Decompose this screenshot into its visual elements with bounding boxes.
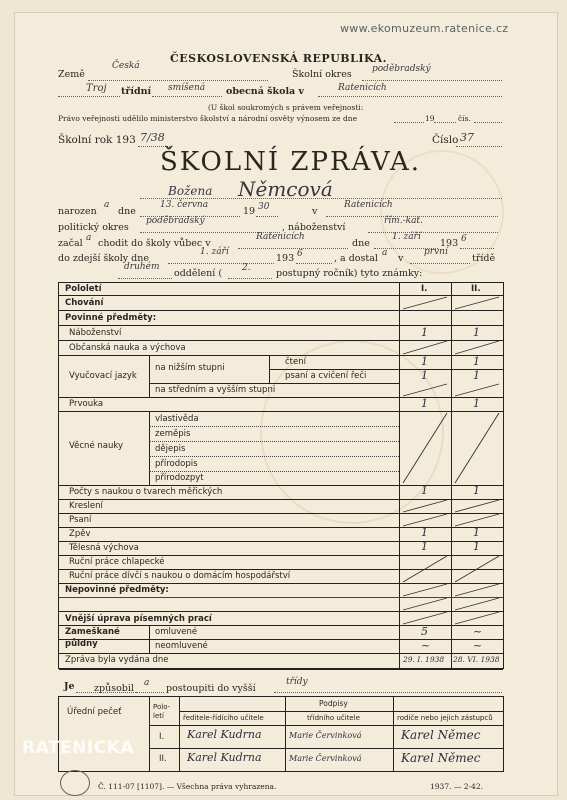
signature-rodic-i: Karel Němec — [401, 728, 481, 742]
zpusobil-suffix: a — [144, 678, 150, 688]
class-line — [410, 263, 470, 264]
grade-omluvene-i: 5 — [421, 625, 428, 638]
politicky-label: politický okres — [58, 222, 129, 233]
source-url[interactable]: www.ekomuzeum.ratenice.cz — [340, 22, 509, 35]
grades-table — [58, 282, 504, 669]
reditel-label: ředitele-řídícího učitele — [183, 714, 264, 722]
grade-omluvene-ii: ~ — [473, 625, 483, 638]
print-info: 1937. — 2-42. — [430, 782, 483, 791]
narozen-suffix: a — [104, 200, 110, 210]
pololeti-header: Pololetí — [65, 284, 102, 294]
omluvene-label: omluvené — [155, 627, 198, 637]
grade-prvouka-i: 1 — [421, 397, 428, 410]
private-year: 19 — [425, 114, 435, 123]
birth-date: 13. června — [160, 200, 209, 210]
row-ii-label: II. — [159, 754, 167, 764]
grade-telesna-i: 1 — [421, 540, 428, 553]
tridni-ucitel-label: třídního učitele — [307, 714, 360, 722]
zdejsi-date: 1. září — [200, 247, 229, 257]
zameskane-label: Zameškané — [65, 627, 120, 637]
private-cislo: čís. — [458, 114, 471, 123]
rocnik-value: 2. — [242, 263, 251, 273]
v-label: v — [312, 206, 318, 217]
vyucovaci-subject: Vyučovací jazyk — [69, 371, 137, 381]
nabozenstvi-subject: Náboženství — [69, 328, 122, 338]
col-ii-header: II. — [471, 284, 481, 294]
telesna-subject: Tělesná výchova — [69, 543, 139, 553]
grade-psani-ii: 1 — [473, 369, 480, 382]
nabozenstvi-value: řím.-kat. — [384, 216, 423, 226]
dostal-label: , a dostal — [334, 253, 378, 264]
neomluvene-label: neomluvené — [155, 641, 208, 651]
smisena-line — [152, 96, 222, 97]
je-label: Je — [64, 681, 75, 692]
nabozenstvi-line — [368, 232, 498, 233]
birth-year-line — [256, 216, 278, 217]
cislo-value: 37 — [460, 131, 474, 144]
kresleni-subject: Kreslení — [69, 501, 103, 511]
smisena-value: smíšená — [168, 83, 206, 93]
dejepis-subject: dějepis — [155, 444, 186, 454]
zdejsi-year-line — [296, 263, 332, 264]
zdejsi-label: do zdejší školy dne — [58, 253, 150, 264]
tridni-value: Troj — [86, 83, 107, 94]
zdejsi-year-prefix: 193 — [276, 253, 295, 264]
grade-zpev-i: 1 — [421, 526, 428, 539]
povinne-label: Povinné předměty: — [65, 313, 157, 323]
zpusobil-suffix-line — [136, 692, 164, 693]
start-year-line — [460, 248, 494, 249]
rodice-label: rodiče nebo jejich zástupců — [397, 714, 493, 722]
rucni-chl-subject: Ruční práce chlapecké — [69, 557, 165, 567]
private-year-line — [434, 122, 456, 123]
grade-strike-lines — [399, 283, 503, 669]
emblem-icon — [60, 770, 90, 796]
oddeleni-label: oddělení ( — [174, 268, 223, 279]
school-place-line — [238, 248, 348, 249]
rocnik-line — [228, 278, 272, 279]
cislo-line — [456, 146, 502, 147]
prirodopis-subject: přírodopis — [155, 459, 198, 469]
strednim-stupni: na středním a vyšším stupni — [155, 385, 276, 395]
obec-value: Ratenicích — [338, 83, 387, 93]
grade-vydana-ii: 28. VI. 1938 — [453, 655, 500, 664]
grade-telesna-ii: 1 — [473, 540, 480, 553]
zdejsi-date-line — [168, 263, 274, 264]
signature-ucitel-i: Marie Červinková — [289, 731, 362, 740]
zemepis-subject: zeměpis — [155, 429, 191, 439]
pololeti-col-label: Polo- letí — [153, 703, 171, 720]
grade-prvouka-ii: 1 — [473, 397, 480, 410]
dne-label: dne — [118, 206, 136, 217]
postoupiti-label: postoupiti do vyšší — [166, 683, 256, 694]
zacal-label: začal — [58, 238, 83, 249]
psani-subject: Psaní — [69, 515, 92, 525]
vecne-nauky-subject: Věcné nauky — [69, 441, 124, 451]
zdejsi-year: 6 — [297, 249, 303, 259]
prirodozpyt-subject: přírodozpyt — [155, 473, 204, 483]
class-value: první — [424, 247, 448, 257]
col-i-header: I. — [421, 284, 428, 294]
name-line — [140, 198, 502, 199]
vlastiveda-subject: vlastivěda — [155, 414, 199, 424]
nabozenstvi-label: , náboženství — [282, 222, 346, 233]
okres-line — [362, 80, 502, 81]
grade-zpev-ii: 1 — [473, 526, 480, 539]
vnejsi-label: Vnější úprava písemných prací — [65, 614, 212, 624]
tridni-label: třídní — [121, 86, 152, 97]
school-year-value: 7/38 — [140, 131, 165, 144]
podpisy-label: Podpisy — [319, 699, 348, 708]
zpusobil-label: způsobil — [94, 683, 134, 694]
nepovinne-label: Nepovinné předměty: — [65, 585, 169, 595]
school-place: Ratenicích — [256, 232, 305, 242]
zeme-label: Země — [58, 69, 85, 80]
dne2-label: dne — [352, 238, 370, 249]
dostal-suffix: a — [382, 248, 388, 258]
row-i-label: I. — [159, 732, 165, 742]
grade-neomluvene-ii: ~ — [473, 639, 483, 652]
signature-reditel-i: Karel Kudrna — [187, 728, 262, 741]
republic-heading: ČESKOSLOVENSKÁ REPUBLIKA. — [170, 52, 387, 65]
oddeleni-value: druhém — [124, 262, 160, 272]
chodit-label: chodit do školy vůbec v — [98, 238, 211, 249]
oddeleni-line — [118, 278, 172, 279]
tridni-line — [58, 96, 120, 97]
signature-ucitel-ii: Marie Červinková — [289, 754, 362, 763]
page-title: ŠKOLNÍ ZPRÁVA. — [160, 147, 422, 177]
school-year-label: Školní rok 193 — [58, 134, 136, 146]
chovani-label: Chování — [65, 298, 104, 308]
okres-value: poděbradský — [372, 64, 431, 74]
private-date-line — [394, 122, 424, 123]
okres-label: Školní okres — [292, 69, 352, 80]
grade-pocty-ii: 1 — [473, 484, 480, 497]
rucni-div-subject: Ruční práce dívčí s naukou o domácím hospodářství — [69, 571, 291, 581]
birth-year: 30 — [258, 202, 270, 212]
birth-year-prefix: 19 — [243, 206, 256, 217]
prvouka-subject: Prvouka — [69, 399, 104, 409]
zeme-line — [88, 80, 268, 81]
grade-cteni-ii: 1 — [473, 355, 480, 368]
grade-nabozenstvi-ii: 1 — [473, 326, 480, 339]
tride-label: třídě — [472, 253, 496, 264]
ratenicka-logo: RATENICKA — [22, 738, 134, 758]
birth-place: Ratenicích — [344, 200, 393, 210]
signature-reditel-ii: Karel Kudrna — [187, 751, 262, 764]
private-note: (U škol soukromých s právem veřejnosti: — [208, 103, 364, 112]
grade-pocty-i: 1 — [421, 484, 428, 497]
start-year: 6 — [461, 234, 467, 244]
grade-psani-i: 1 — [421, 369, 428, 382]
start-year-prefix: 193 — [440, 238, 459, 249]
zacal-suffix: a — [86, 233, 92, 243]
obcanska-subject: Občanská nauka a výchova — [69, 343, 186, 353]
nizsim-stupni: na nižším stupni — [155, 363, 225, 373]
pocty-subject: Počty s naukou o tvarech měřických — [69, 487, 223, 497]
obec-line — [318, 96, 502, 97]
signatures-table — [58, 696, 504, 772]
grade-nabozenstvi-i: 1 — [421, 326, 428, 339]
signature-rodic-ii: Karel Němec — [401, 751, 481, 765]
first-name: Božena — [168, 184, 213, 198]
psani-cviceni-subject: psaní a cvičení řeči — [285, 371, 367, 381]
grade-vydana-i: 29. I. 1938 — [403, 655, 445, 664]
narozen-label: narozen — [58, 206, 97, 217]
vydana-label: Zpráva byla vydána dne — [65, 655, 169, 665]
politicky-value: poděbradský — [146, 216, 205, 226]
zeme-value: Česká — [112, 61, 140, 71]
grade-neomluvene-i: ~ — [421, 639, 431, 652]
uredni-pecet-label: Úřední pečeť — [67, 707, 122, 717]
cislo-label: Číslo — [432, 134, 459, 146]
start-date: 1. září — [392, 232, 421, 242]
private-line: Právo veřejnosti udělilo ministerstvo školství a národní osvěty výnosem ze dne — [58, 114, 358, 123]
zpev-subject: Zpěv — [69, 529, 91, 539]
cteni-subject: čtení — [285, 357, 306, 367]
postoupiti-value: třídy — [286, 677, 308, 687]
surname: Němcová — [238, 177, 333, 201]
v2-label: v — [398, 253, 404, 264]
postoupiti-line — [274, 692, 502, 693]
grade-cteni-i: 1 — [421, 355, 428, 368]
obecna-label: obecná škola v — [226, 86, 305, 97]
pudlny-label: půldny — [65, 639, 98, 649]
rocnik-label: postupný ročník) tyto známky: — [276, 268, 423, 279]
form-number: Č. 111-07 [1107]. — Všechna práva vyhrazena. — [98, 782, 277, 791]
private-cislo-line — [474, 122, 502, 123]
